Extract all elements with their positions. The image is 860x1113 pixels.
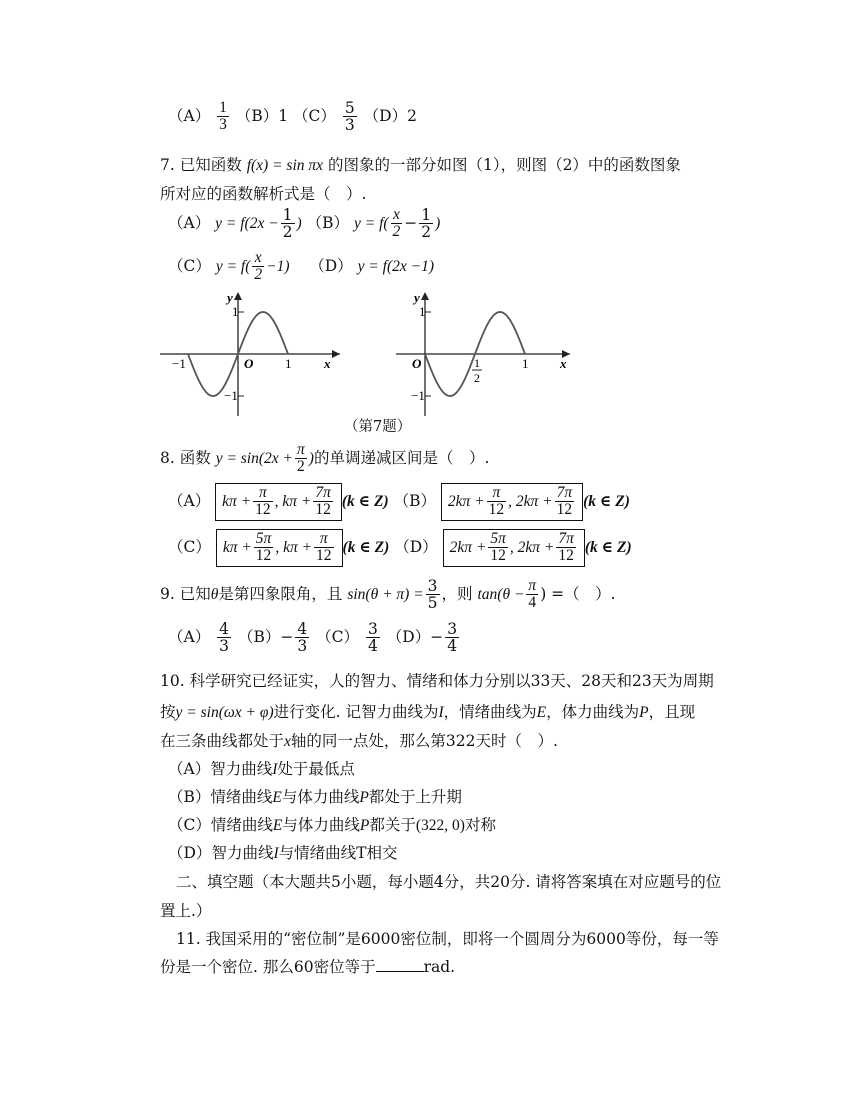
q10-var-p: P bbox=[639, 704, 649, 721]
q7-option-c-label: （C） bbox=[168, 256, 211, 275]
figure-background bbox=[160, 288, 570, 416]
q8-option-b-numerator-2: 7π bbox=[556, 484, 573, 501]
q10-var-e: E bbox=[536, 704, 547, 721]
q10-option-c-pre: 情绪曲线 bbox=[210, 816, 273, 834]
q10-line2-mid3: ，体力曲线为 bbox=[546, 703, 640, 721]
q10-option-d-label: （D） bbox=[168, 844, 212, 862]
graph-2-x-tick-1-label: 1 bbox=[522, 356, 529, 371]
graph-1-x-label: x bbox=[324, 356, 331, 371]
q10-option-b-var-p: P bbox=[359, 789, 369, 806]
q7-figure bbox=[160, 288, 570, 416]
q9-tan-post: ) =（ ）. bbox=[540, 584, 616, 603]
q10-option-c-var-e: E bbox=[272, 817, 283, 834]
q8-option-d-interval bbox=[443, 529, 585, 567]
q8-option-c-interval bbox=[216, 529, 343, 567]
q8-option-b-fraction-1 bbox=[487, 485, 507, 519]
q6-options bbox=[168, 100, 417, 134]
graph-1-x-tick-1-label: 1 bbox=[285, 356, 292, 371]
q9-option-a-denominator: 3 bbox=[219, 637, 230, 656]
q10-stem-line1: 10. 科学研究已经证实，人的智力、情绪和体力分别以33天、28天和23天为周期 bbox=[160, 672, 714, 690]
q10-line3-pre: 在三条曲线都处于 bbox=[160, 732, 285, 750]
q7-option-a-denominator: 2 bbox=[282, 223, 293, 242]
q10-line3-post: 轴的同一点处，那么第322天时（ ）. bbox=[290, 732, 558, 750]
q11-line2-pre: 份是一个密位. 那么60密位等于 bbox=[160, 958, 376, 976]
q8-stem bbox=[160, 442, 489, 476]
q7-options-ab bbox=[168, 207, 440, 241]
graph-1-y-tick-neg-1-label: −1 bbox=[224, 388, 238, 403]
q9-option-a-fraction bbox=[217, 621, 231, 655]
q6-option-a-fraction bbox=[217, 100, 229, 134]
q9-option-a-label: （A） bbox=[168, 627, 211, 646]
q9-comma: ，则 bbox=[441, 584, 473, 603]
q9-stem bbox=[160, 578, 616, 612]
q9-option-c-label: （C） bbox=[316, 627, 360, 646]
q7-number: 7. bbox=[160, 156, 175, 174]
q10-stem-line2 bbox=[160, 700, 695, 722]
q10-option-b-pre: 情绪曲线 bbox=[210, 788, 273, 806]
q8-option-a-denominator-2: 12 bbox=[313, 501, 333, 518]
q7-option-b-numerator-1: x bbox=[392, 206, 400, 223]
q9-option-b-denominator: 3 bbox=[297, 637, 308, 656]
q8-number: 8. bbox=[160, 448, 175, 467]
q7-option-c-pre: y = f( bbox=[215, 257, 251, 275]
q8-option-b-numerator-1: π bbox=[492, 484, 501, 501]
q10-option-d-mid: 与情绪曲线T相交 bbox=[278, 844, 398, 862]
q10-option-c-var-p: P bbox=[359, 817, 370, 834]
q10-option-a-post: 处于最低点 bbox=[277, 760, 355, 778]
q8-option-b-denominator-2: 12 bbox=[555, 501, 575, 518]
graph-2-y-tick-1-label: 1 bbox=[419, 304, 426, 319]
q9-stem-mid: 是第四象限角，且 bbox=[218, 584, 343, 603]
q8-option-a-k-in-z: (k ∈ Z) bbox=[341, 492, 389, 510]
q9-option-c-denominator: 4 bbox=[367, 637, 378, 656]
q8-option-d-label: （D） bbox=[394, 537, 438, 556]
q8-option-c-k-in-z: (k ∈ Z) bbox=[342, 538, 390, 556]
q8-option-c-right-term: , kπ + bbox=[275, 538, 313, 556]
q8-stem-pre: 函数 bbox=[179, 448, 211, 467]
q8-option-b-interval bbox=[441, 483, 583, 521]
q8-option-a-fraction-2 bbox=[313, 485, 333, 519]
graph-2-x-tick-half-denominator: 2 bbox=[474, 371, 480, 385]
q8-option-b-fraction-2 bbox=[555, 485, 575, 519]
graph-2-y-label: y bbox=[414, 290, 420, 305]
q10-line2-mid2: ，情绪曲线为 bbox=[443, 703, 537, 721]
graph-2-origin-label: O bbox=[412, 356, 422, 371]
graph-1-y-label: y bbox=[227, 290, 233, 305]
section2-heading-line1: 二、填空题（本大题共5小题，每小题4分，共20分. 请将答案填在对应题号的位 bbox=[176, 873, 722, 891]
q8-option-c-numerator-1: 5π bbox=[255, 530, 272, 547]
q9-option-d-label: （D） bbox=[386, 627, 431, 646]
q7-option-c-post: −1) bbox=[266, 257, 290, 275]
q8-option-d-denominator-2: 12 bbox=[556, 547, 576, 564]
q9-sin-numerator: 3 bbox=[427, 577, 438, 595]
q8-option-d-denominator-1: 12 bbox=[488, 547, 508, 564]
q9-stem-pre: 已知 bbox=[179, 584, 211, 603]
graph-1-origin-label: O bbox=[244, 356, 254, 371]
q7-option-b-fraction-2 bbox=[419, 207, 433, 241]
q9-option-d-sign: − bbox=[430, 627, 444, 646]
q6-option-d-value: 2 bbox=[407, 106, 417, 125]
q10-option-c-mid: 与体力曲线 bbox=[282, 816, 360, 834]
q8-function-numerator: π bbox=[297, 441, 305, 458]
q9-sin-expression: sin(θ + π) = bbox=[347, 585, 424, 603]
q11-answer-blank[interactable] bbox=[376, 971, 424, 972]
q10-var-x: x bbox=[284, 733, 291, 750]
q7-option-a-post: ) bbox=[296, 214, 302, 232]
q6-option-d-label: （D） bbox=[363, 106, 408, 125]
q9-tan-numerator: π bbox=[528, 577, 537, 594]
q8-function-denominator: 2 bbox=[295, 458, 307, 475]
q10-option-a-pre: 智力曲线 bbox=[210, 760, 273, 778]
q7-option-b-minus: − bbox=[404, 213, 418, 232]
q6-option-b-label: （B） bbox=[235, 106, 279, 125]
q8-options-ab bbox=[168, 483, 630, 521]
q7-stem-line1 bbox=[160, 153, 681, 175]
q7-options-cd bbox=[168, 250, 434, 284]
q8-option-c-left-term: kπ + bbox=[222, 538, 252, 556]
q8-option-d-fraction-2 bbox=[556, 531, 576, 565]
q8-option-c-denominator-1: 12 bbox=[254, 547, 274, 564]
q7-stem-post: 的图象的一部分如图（1），则图（2）中的函数图象 bbox=[327, 156, 681, 174]
q9-option-a-numerator: 4 bbox=[219, 620, 230, 638]
q10-option-b-post: 都处于上升期 bbox=[368, 788, 462, 806]
q9-option-b-fraction bbox=[295, 621, 309, 655]
q8-option-b-k-in-z: (k ∈ Z) bbox=[583, 492, 630, 510]
graph-1-y-tick-1-label: 1 bbox=[232, 304, 239, 319]
q10-stem-line3 bbox=[160, 729, 558, 751]
q10-function: y = sin(ωx + φ) bbox=[175, 704, 274, 721]
q7-option-c-denominator: 2 bbox=[254, 266, 263, 284]
q8-option-a-numerator-1: π bbox=[258, 484, 267, 501]
q11-line2-post: rad. bbox=[423, 958, 456, 976]
q9-option-b-sign: − bbox=[280, 627, 294, 646]
q9-tan-expression: tan(θ − bbox=[477, 585, 525, 603]
q10-line2-post: ，且现 bbox=[648, 703, 696, 721]
q10-var-i: I bbox=[438, 704, 444, 721]
graph-2-x-label: x bbox=[560, 356, 567, 371]
q10-option-a-label: （A） bbox=[168, 760, 211, 778]
q9-option-d-numerator: 3 bbox=[447, 620, 458, 638]
q8-option-d-numerator-2: 7π bbox=[558, 530, 574, 547]
q10-option-c-point: (322, 0) bbox=[415, 817, 465, 834]
q10-option-b-mid: 与体力曲线 bbox=[281, 788, 360, 806]
q7-function: f(x) = sin πx bbox=[246, 157, 324, 174]
q8-function-fraction bbox=[295, 442, 307, 476]
q8-options-cd bbox=[168, 529, 632, 567]
q10-option-a bbox=[168, 757, 355, 779]
q10-option-c-mid2: 都关于 bbox=[369, 816, 416, 834]
q7-option-c-fraction bbox=[252, 250, 264, 284]
q7-figure-caption: （第7题） bbox=[344, 419, 412, 435]
q8-option-c-denominator-2: 12 bbox=[316, 547, 332, 565]
q9-options bbox=[168, 621, 461, 655]
q7-option-b-denominator-2: 2 bbox=[421, 223, 432, 242]
q10-option-d-pre: 智力曲线 bbox=[211, 844, 274, 862]
q10-option-a-var-i: I bbox=[272, 761, 278, 778]
q9-option-c-fraction bbox=[366, 621, 380, 655]
q11-stem-line2 bbox=[160, 955, 455, 977]
q6-option-a-numerator: 1 bbox=[219, 99, 227, 116]
q6-option-c-label: （C） bbox=[293, 106, 336, 125]
graph-1-x-tick-neg-1-label: −1 bbox=[172, 356, 186, 371]
q7-option-b-fraction-1 bbox=[391, 207, 403, 241]
q8-option-a-fraction-1 bbox=[253, 485, 273, 519]
q7-option-b-pre: y = f( bbox=[353, 214, 389, 232]
q10-option-c-label: （C） bbox=[168, 816, 211, 834]
q8-function-pre: y = sin(2x + bbox=[215, 449, 293, 467]
q8-option-a-interval bbox=[215, 483, 342, 521]
q10-line2-pre: 按 bbox=[160, 703, 176, 721]
q7-option-d-expression: y = f(2x −1) bbox=[357, 257, 435, 275]
q10-line2-mid1: 进行变化. 记智力曲线为 bbox=[273, 703, 439, 721]
q6-option-c-denominator: 3 bbox=[344, 116, 355, 135]
q8-option-d-left-term: 2kπ + bbox=[449, 538, 487, 556]
q9-theta: θ bbox=[210, 585, 219, 603]
q10-option-d-var-i: I bbox=[273, 845, 279, 862]
graph-2-y-tick-neg-1-label: −1 bbox=[411, 388, 425, 403]
q9-option-c-numerator: 3 bbox=[367, 620, 378, 638]
q8-option-a-right-term: , kπ + bbox=[274, 492, 312, 510]
q10-option-d bbox=[168, 841, 397, 863]
q8-option-b-left-term: 2kπ + bbox=[447, 492, 485, 510]
q7-option-b-denominator-1: 2 bbox=[392, 223, 401, 241]
q8-option-a-numerator-2: 7π bbox=[315, 484, 331, 501]
q9-option-d-denominator: 4 bbox=[447, 637, 458, 656]
q7-option-b-label: （B） bbox=[306, 213, 350, 232]
q8-option-d-numerator-1: 5π bbox=[490, 530, 506, 547]
q11-stem-line1: 11. 我国采用的“密位制”是6000密位制，即将一个圆周分为6000等份，每一等 bbox=[176, 930, 719, 948]
q8-stem-post: 的单调递减区间是（ ）. bbox=[313, 448, 490, 467]
q8-option-d-fraction-1 bbox=[488, 531, 508, 565]
q8-option-d-right-term: , 2kπ + bbox=[509, 538, 555, 556]
q8-option-b-denominator-1: 12 bbox=[488, 501, 505, 519]
q8-option-b-label: （B） bbox=[393, 491, 436, 510]
q10-option-b bbox=[168, 785, 462, 807]
q8-option-d-k-in-z: (k ∈ Z) bbox=[584, 538, 632, 556]
q8-function-post: ) bbox=[308, 449, 314, 467]
q7-stem-line2: 所对应的函数解析式是（ ）. bbox=[160, 185, 367, 203]
q7-option-a-label: （A） bbox=[168, 213, 211, 232]
q8-option-a-left-term: kπ + bbox=[222, 492, 252, 510]
q8-option-b-right-term: , 2kπ + bbox=[508, 492, 553, 510]
q7-option-a-fraction bbox=[281, 207, 295, 241]
section2-heading-line2: 置上.） bbox=[160, 902, 212, 920]
q10-option-c bbox=[168, 813, 496, 835]
q6-option-c-fraction bbox=[343, 100, 357, 134]
q7-option-c-numerator: x bbox=[254, 249, 262, 266]
q6-option-a-label: （A） bbox=[168, 106, 211, 125]
q6-option-a-denominator: 3 bbox=[219, 116, 227, 134]
q8-option-c-numerator-2: π bbox=[319, 530, 328, 547]
q8-option-a-denominator-1: 12 bbox=[255, 501, 271, 519]
q9-number: 9. bbox=[160, 584, 175, 603]
q9-tan-denominator: 4 bbox=[526, 594, 538, 611]
q10-option-b-var-e: E bbox=[272, 789, 282, 806]
q7-option-b-post: ) bbox=[435, 214, 441, 232]
q10-option-c-post: 对称 bbox=[464, 816, 496, 834]
q7-option-a-numerator: 1 bbox=[282, 206, 293, 224]
q10-option-b-label: （B） bbox=[168, 788, 211, 806]
q9-sin-fraction bbox=[426, 578, 440, 612]
q8-option-c-fraction-1 bbox=[254, 531, 274, 565]
q6-option-c-numerator: 5 bbox=[344, 99, 355, 117]
q7-option-a-pre: y = f(2x − bbox=[215, 214, 279, 232]
q8-option-c-fraction-2 bbox=[314, 531, 334, 565]
q9-sin-denominator: 5 bbox=[427, 594, 438, 613]
q6-option-b-value: 1 bbox=[278, 106, 289, 125]
graph-2-x-tick-half-numerator: 1 bbox=[474, 356, 480, 370]
q7-stem-pre: 已知函数 bbox=[179, 156, 242, 174]
q8-option-a-label: （A） bbox=[168, 491, 211, 510]
q7-option-b-numerator-2: 1 bbox=[421, 206, 432, 224]
q7-option-d-label: （D） bbox=[309, 256, 353, 275]
q9-option-b-numerator: 4 bbox=[297, 620, 308, 638]
q8-option-c-label: （C） bbox=[168, 537, 211, 556]
q9-option-b-label: （B） bbox=[237, 627, 281, 646]
q9-option-d-fraction bbox=[445, 621, 459, 655]
q9-tan-fraction bbox=[526, 578, 538, 612]
